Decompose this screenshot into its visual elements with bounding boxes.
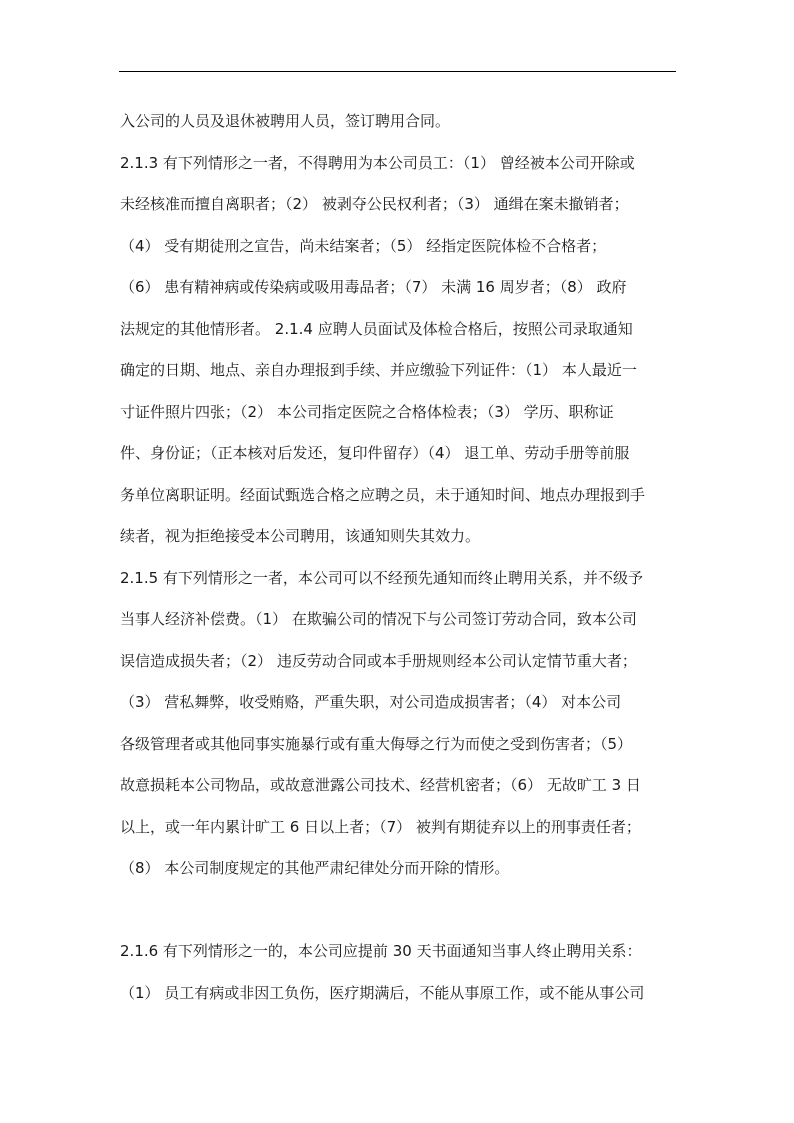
text-line: 续者，视为拒绝接受本公司聘用，该通知则失其效力。 [120, 527, 481, 545]
text-line: 未经核准而擅自离职者；（2） 被剥夺公民权利者；（3） 通缉在案未撤销者； [120, 195, 629, 213]
text-line: （6） 患有精神病或传染病或吸用毒品者；（7） 未满 16 周岁者；（8） 政府 [120, 278, 627, 296]
text-line: 法规定的其他情形者。 2.1.4 应聘人员面试及体检合格后，按照公司录取通知 [120, 319, 633, 338]
text-line: 各级管理者或其他同事实施暴行或有重大侮辱之行为而使之受到伤害者；（5） [120, 734, 633, 753]
text-line: 寸证件照片四张；（2） 本公司指定医院之合格体检表；（3） 学历、职称证 [120, 402, 614, 421]
text-line: 以上，或一年内累计旷工 6 日以上者；（7） 被判有期徒弃以上的刑事责任者； [120, 817, 641, 836]
text-line: 当事人经济补偿费。（1） 在欺骗公司的情况下与公司签订劳动合同，致本公司 [120, 610, 637, 628]
text-line: 2.1.6 有下列情形之一的，本公司应提前 30 天书面通知当事人终止聘用关系： [120, 942, 642, 960]
text-line: （8） 本公司制度规定的其他严肃纪律处分而开除的情形。 [120, 859, 510, 877]
text-line: （4） 受有期徒刑之宣告，尚未结案者；（5） 经指定医院体检不合格者； [120, 236, 607, 255]
header-rule [119, 71, 676, 72]
document-body [120, 101, 680, 1014]
text-line: 故意损耗本公司物品，或故意泄露公司技术、经营机密者；（6） 无故旷工 3 日 [120, 776, 641, 794]
text-line: 件、身份证；（正本核对后发还，复印件留存）（4） 退工单、劳动手册等前服 [120, 444, 630, 462]
text-line: （3） 营私舞弊，收受贿赂，严重失职，对公司造成损害者；（4） 对本公司 [120, 693, 622, 711]
text-line: 确定的日期、地点、亲自办理报到手续、并应缴验下列证件：（1） 本人最近一 [120, 361, 637, 379]
text-line: （1） 员工有病或非因工负伤，医疗期满后，不能从事原工作，或不能从事公司 [120, 983, 645, 1002]
text-line: 入公司的人员及退休被聘用人员，签订聘用合同。 [120, 112, 451, 130]
text-line: 误信造成损失者；（2） 违反劳动合同或本手册规则经本公司认定情节重大者； [120, 651, 637, 670]
text-line: 2.1.3 有下列情形之一者，不得聘用为本公司员工：（1） 曾经被本公司开除或 [120, 153, 635, 172]
text-line: 2.1.5 有下列情形之一者，本公司可以不经预先通知而终止聘用关系，并不级予 [120, 568, 643, 587]
blank-line [120, 890, 680, 932]
text-line: 务单位离职证明。经面试甄选合格之应聘之员，未于通知时间、地点办理报到手 [120, 485, 646, 504]
